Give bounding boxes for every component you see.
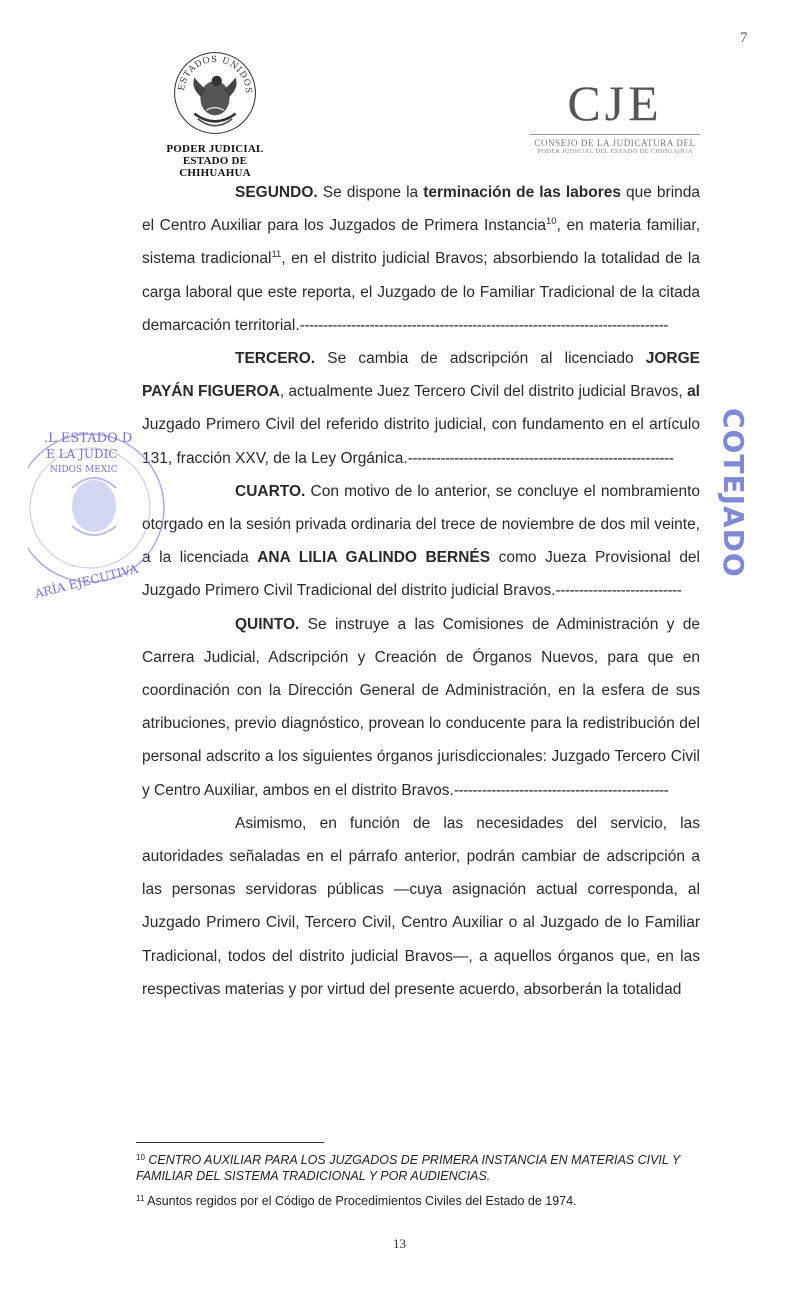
footnote-10: $^{10}$ CENTRO AUXILIAR PARA LOS JUZGADOS DE PRIMERA INSTANCIA EN MATERIAS CIVIL Y FAMILIAR DEL SISTEMA TRADICIONAL Y POR AUDIENCIAS. — [136, 1153, 680, 1183]
coat-of-arms-seal-icon — [172, 50, 258, 136]
paragraph-asimismo: Asimismo, en función de las necesidades del servicio, las autoridades señaladas en el párrafo anterior, podrán cambiar de adscripción a las personas servidoras públicas —cuya asignación actual corresponda, al Juzgado Primero Civil, Tercero Civil, Centro Auxiliar o al Juzgado de lo Familiar Tradicional, todos del distrito judicial Bravos—, a aquellos órganos que, en las respectivas materias y por virtud del presente acuerdo, absorberán la totalidad — [142, 814, 700, 998]
footnote-separator — [136, 1142, 324, 1143]
footnote-11: $^{11}$ Asuntos regidos por el Código de Procedimientos Civiles del Estado de 1974. — [136, 1194, 577, 1208]
cje-subtitle-1: CONSEJO DE LA JUDICATURA DEL — [534, 138, 696, 148]
document-body — [142, 176, 700, 1006]
stamp-line-4: ARÍA EJECUTIVA — [33, 561, 140, 601]
poder-judicial-logo — [150, 50, 280, 179]
paragraph-tercero: TERCERO. Se cambia de adscripción al licenciado JORGE PAYÁN FIGUEROA, actualmente Juez Tercero Civil del distrito judicial Bravos, al Juzgado Primero Civil del referido distrito judicial, con fundamento en el artículo 131, fracción XXV, de la Ley Orgánica.--------------------------------------------------------- — [142, 350, 700, 467]
footnote-ref-10: 10 — [546, 216, 557, 228]
cje-logo — [530, 75, 700, 156]
footnote-ref-11: 11 — [271, 249, 282, 261]
stamp-line-2: E LA JUDIC — [46, 447, 118, 461]
page-mark: 7 — [740, 30, 748, 46]
official-stamp-icon — [28, 408, 168, 608]
svg-text:ESTADOS UNIDOS MEXICANOS: ESTADOS UNIDOS — [177, 54, 254, 95]
stamp-line-1: .L ESTADO D — [44, 431, 133, 446]
header-left-line2: ESTADO DE CHIHUAHUA — [179, 155, 251, 179]
paragraph-quinto: QUINTO. Se instruye a las Comisiones de Administración y de Carrera Judicial, Adscripción y Creación de Órganos Nuevos, para que en coordinación con la Dirección General de Administración, en la esfera de sus atribuciones, previo diagnóstico, provean lo conducente para la redistribución del personal adscrito a los siguientes órganos jurisdiccionales: Juzgado Tercero Civil y Centro Auxiliar, ambos en el distrito Bravos.---------------------------------------------- — [142, 615, 700, 799]
cotejado-stamp: COTEJADO — [717, 408, 750, 578]
stamp-line-3: NIDOS MEXIC — [50, 465, 118, 475]
footnotes — [136, 1152, 696, 1218]
paragraph-segundo: SEGUNDO. Se dispone la terminación de las labores que brinda el Centro Auxiliar para los Juzgados de Primera Instancia$^{10}$, en materia familiar, sistema tradicional$^{11}$, en el distrito judicial Bravos; absorbiendo la totalidad de la carga laboral que este reporta, el Juzgado de lo Familiar Tradicional de la citada demarcación territorial.------------------------------------------------------------------------------- — [142, 184, 701, 334]
cje-subtitle-2: PODER JUDICIAL DEL ESTADO DE CHIHUAHUA — [537, 148, 693, 155]
cje-wordmark: CJE — [567, 75, 663, 131]
paragraph-cuarto: CUARTO. Con motivo de lo anterior, se concluye el nombramiento otorgado en la sesión privada ordinaria del trece de noviembre de dos mil veinte, a la licenciada ANA LILIA GALINDO BERNÉS como Jueza Provisional del Juzgado Primero Civil Tradicional del distrito judicial Bravos.--------------------------- — [142, 482, 700, 600]
header-left-line1: PODER JUDICIAL — [166, 143, 264, 155]
page-number: 13 — [393, 1236, 406, 1251]
cje-divider — [530, 134, 700, 135]
